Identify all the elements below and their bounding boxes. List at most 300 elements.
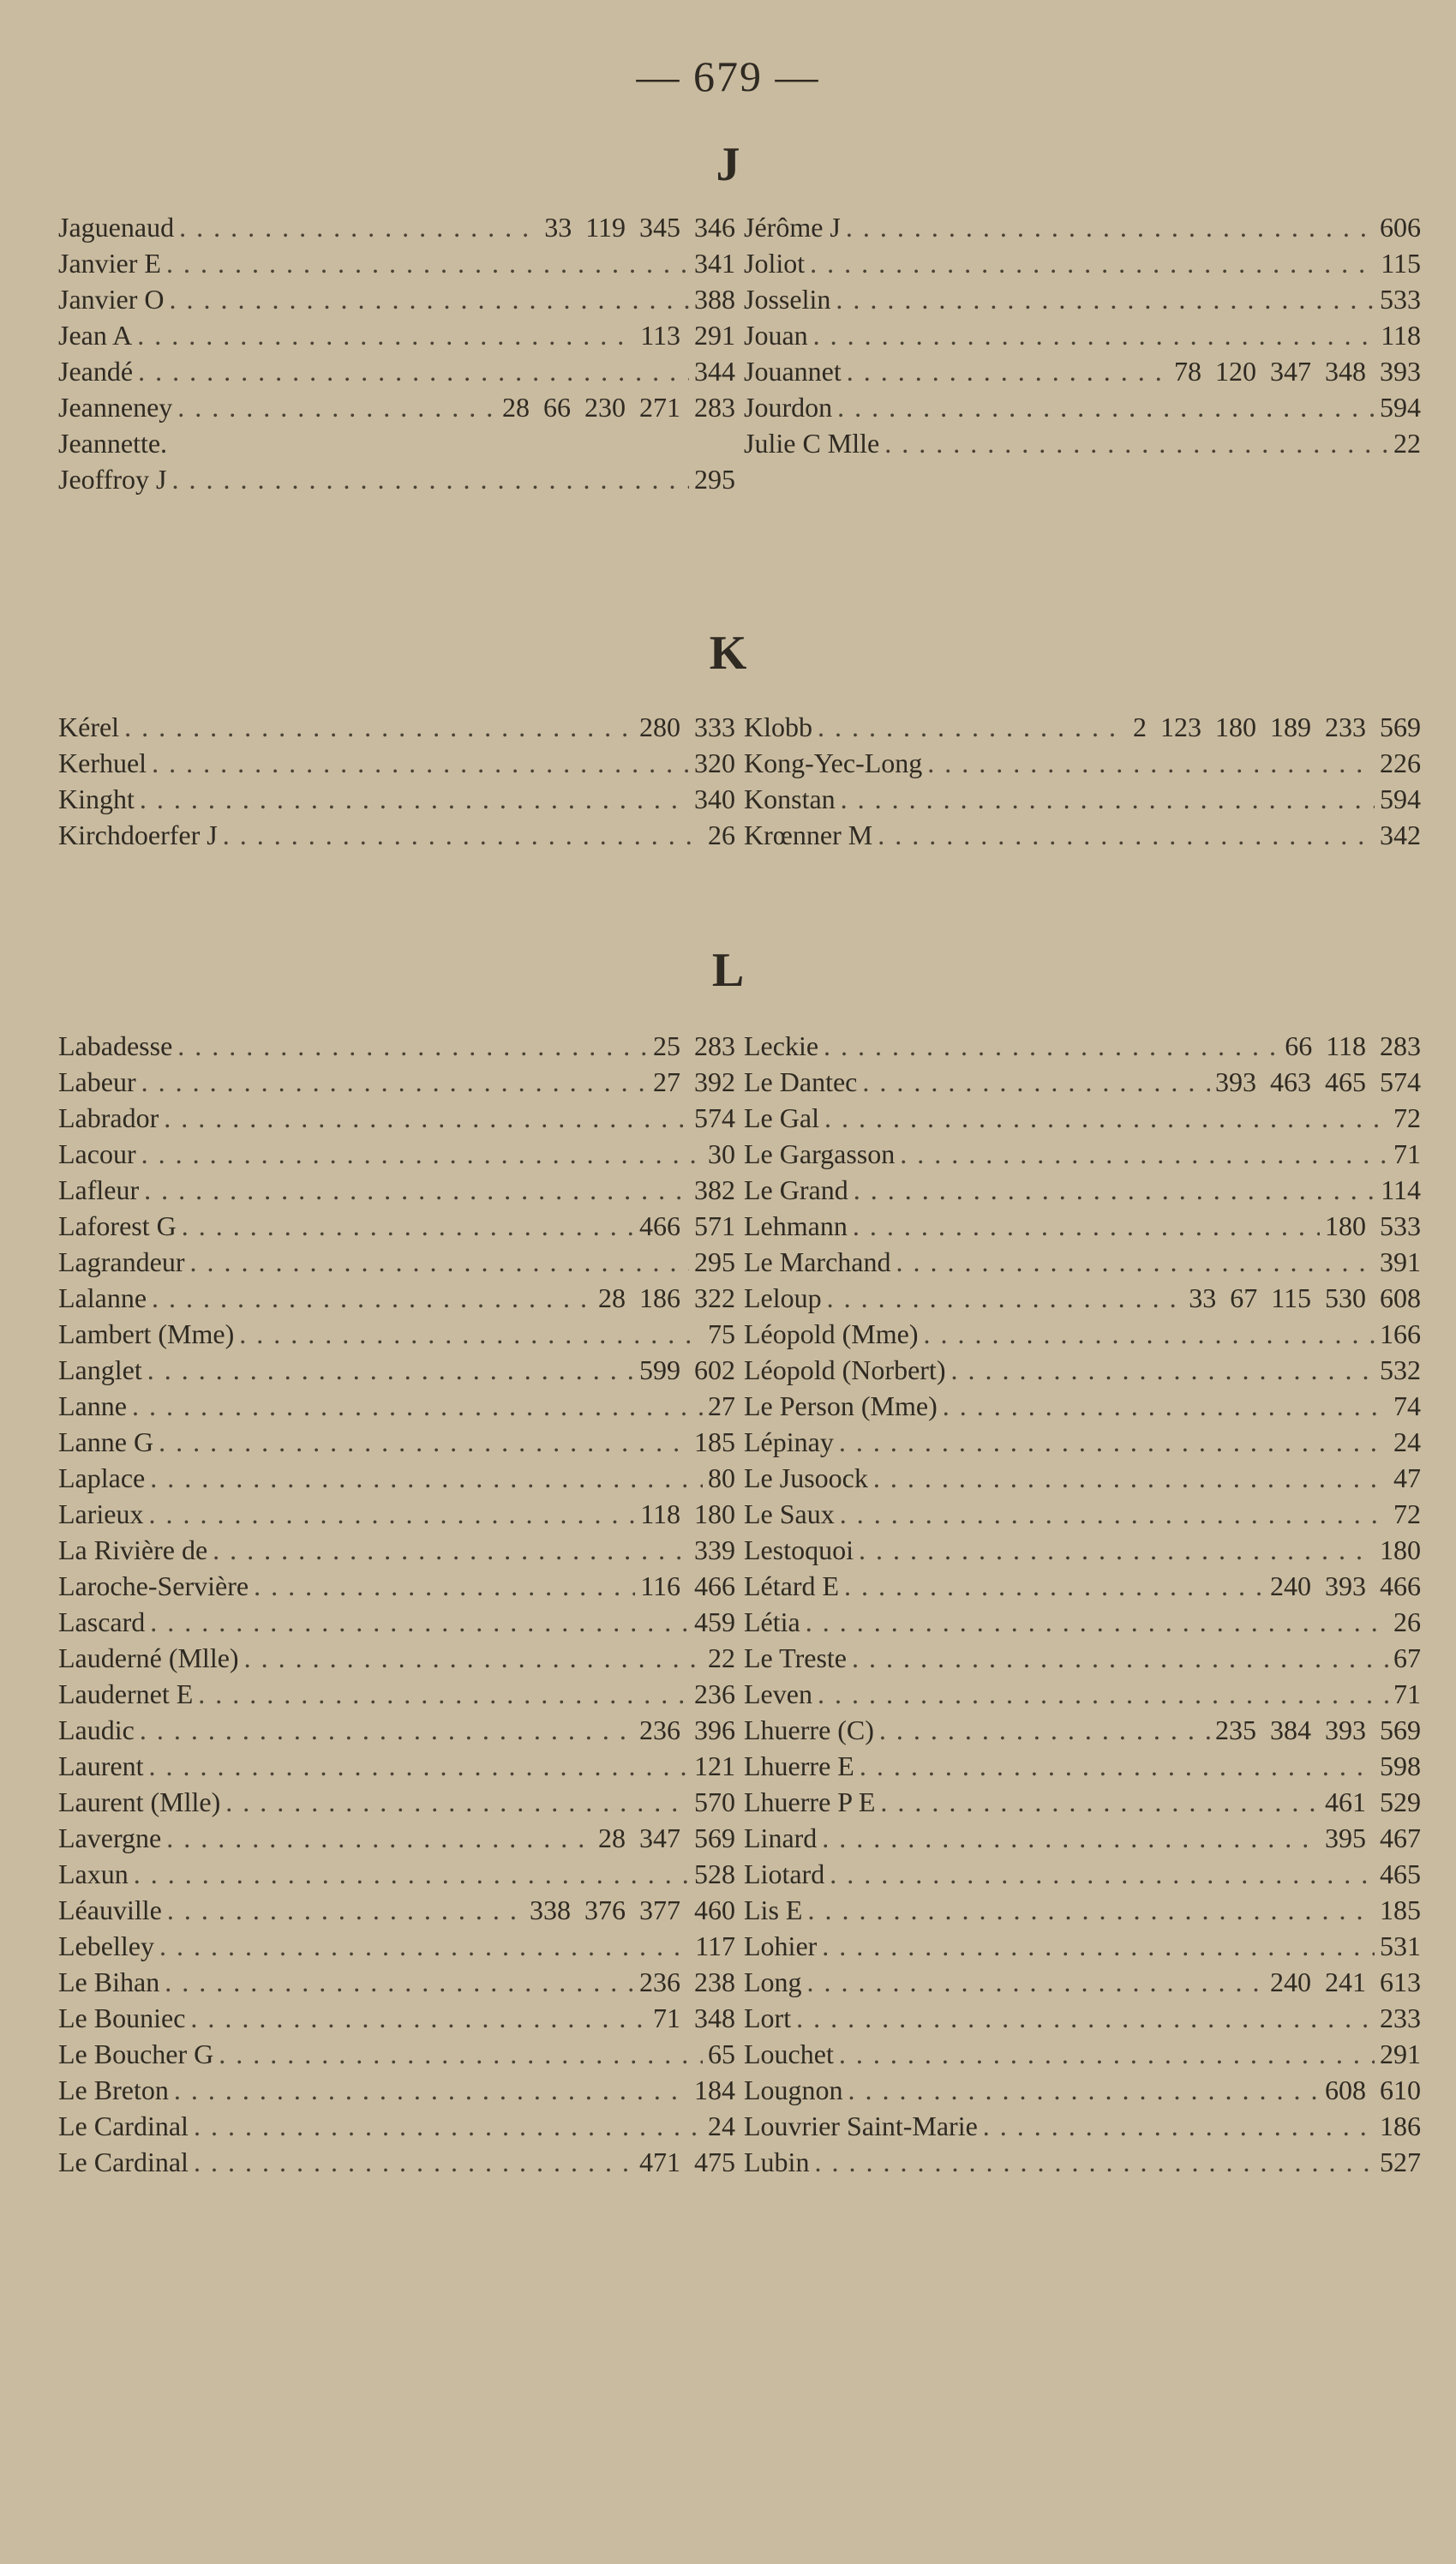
dot-leader — [147, 1353, 634, 1387]
index-entry — [744, 1461, 1421, 1495]
dot-leader — [950, 1353, 1375, 1387]
index-entry — [744, 1713, 1421, 1747]
dot-leader — [839, 1425, 1388, 1459]
entry-pages: 114 — [1381, 1174, 1421, 1205]
entry-name: Jean A — [58, 320, 133, 351]
index-entry — [744, 1677, 1421, 1711]
entry-pages: 117 — [695, 1931, 735, 1961]
dot-leader — [848, 2073, 1320, 2107]
entry-name: Léopold (Norbert) — [744, 1354, 946, 1385]
index-entry — [744, 426, 1421, 460]
index-entry — [58, 1317, 735, 1351]
page-number: — 679 — — [636, 52, 820, 100]
entry-name: Jeannette. — [58, 428, 168, 459]
dot-leader — [165, 1965, 634, 1999]
entry-pages: 28 186 322 — [598, 1282, 735, 1313]
dot-leader — [170, 282, 689, 316]
index-entry — [744, 1353, 1421, 1387]
entry-pages: 72 — [1393, 1498, 1421, 1529]
dot-leader — [841, 782, 1375, 816]
dot-leader — [159, 1425, 689, 1459]
dot-leader — [852, 1641, 1388, 1675]
entry-pages: 71 — [1393, 1678, 1421, 1709]
entry-pages: 118 — [1381, 320, 1421, 351]
index-entry — [58, 1065, 735, 1099]
dot-leader — [194, 2109, 703, 2143]
dot-leader — [836, 282, 1375, 316]
entry-name: Lascard — [58, 1606, 146, 1637]
dot-leader — [141, 1137, 703, 1171]
entry-pages: 465 — [1380, 1858, 1421, 1889]
index-entry — [744, 1893, 1421, 1927]
entry-name: Lavergne — [58, 1822, 162, 1853]
entry-name: Larieux — [58, 1498, 144, 1529]
entry-pages: 33 67 115 530 608 — [1189, 1282, 1421, 1313]
entry-pages: 185 — [694, 1426, 735, 1457]
entry-name: Létard E — [744, 1570, 840, 1601]
entry-pages: 338 376 377 460 — [530, 1894, 735, 1925]
entry-pages: 113 291 — [640, 320, 735, 351]
entry-name: Lohier — [744, 1931, 818, 1961]
index-entry — [744, 318, 1421, 352]
entry-pages: 391 — [1380, 1246, 1421, 1277]
index-entry — [744, 746, 1421, 780]
entry-pages: 184 — [694, 2075, 735, 2105]
entry-pages: 235 384 393 569 — [1215, 1714, 1421, 1745]
index-entry — [744, 1821, 1421, 1855]
index-entry — [58, 246, 735, 280]
dot-leader — [219, 2037, 703, 2071]
index-entry — [744, 1173, 1421, 1207]
entry-pages: 25 283 — [653, 1030, 735, 1061]
entry-name: Lebelley — [58, 1931, 154, 1961]
entry-name: Leckie — [744, 1030, 819, 1061]
index-entry — [744, 1137, 1421, 1171]
index-entry — [58, 2037, 735, 2071]
index-entry — [744, 390, 1421, 424]
entry-pages: 395 467 — [1325, 1822, 1421, 1853]
entry-name: Jeandé — [58, 356, 134, 387]
dot-leader — [927, 746, 1375, 780]
dot-leader — [149, 1749, 690, 1783]
section-letter: L — [711, 944, 745, 997]
entry-pages: 236 238 — [639, 1967, 735, 1997]
entry-pages: 240 393 466 — [1270, 1570, 1421, 1601]
entry-pages: 80 — [708, 1462, 735, 1493]
dot-leader — [814, 2145, 1375, 2179]
entry-name: Josselin — [744, 284, 831, 315]
entry-name: Le Grand — [744, 1174, 848, 1205]
entry-name: Long — [744, 1967, 802, 1997]
entry-name: Laroche-Servière — [58, 1570, 249, 1601]
index-entry — [744, 1317, 1421, 1351]
entry-pages: 341 — [694, 248, 735, 279]
index-entry — [744, 354, 1421, 388]
entry-name: Le Person (Mme) — [744, 1390, 938, 1421]
dot-leader — [879, 1713, 1210, 1747]
index-entry — [744, 1101, 1421, 1135]
entry-pages: 30 — [708, 1138, 735, 1169]
entry-pages: 608 610 — [1325, 2075, 1421, 2105]
entry-name: Le Dantec — [744, 1066, 858, 1097]
index-entry — [58, 1029, 735, 1063]
dot-leader — [225, 1785, 689, 1819]
entry-name: Kong-Yec-Long — [744, 748, 923, 778]
entry-name: Jouan — [744, 320, 808, 351]
entry-name: Labeur — [58, 1066, 136, 1097]
entry-pages: 236 — [694, 1678, 735, 1709]
entry-name: Lambert (Mme) — [58, 1318, 235, 1349]
index-entry — [58, 1281, 735, 1315]
dot-leader — [254, 1569, 635, 1603]
index-entry — [58, 746, 735, 780]
entry-name: Lort — [744, 2003, 792, 2033]
index-entry — [744, 1533, 1421, 1567]
entry-name: Léopold (Mme) — [744, 1318, 919, 1349]
dot-leader — [167, 1893, 524, 1927]
dot-leader — [150, 1605, 689, 1639]
index-entry — [744, 2037, 1421, 2071]
entry-name: La Rivière de — [58, 1534, 208, 1565]
entry-name: Linard — [744, 1822, 818, 1853]
dot-leader — [166, 1821, 593, 1855]
entry-name: Jaguenaud — [58, 212, 175, 243]
index-entry — [744, 2073, 1421, 2107]
entry-pages: 594 — [1380, 392, 1421, 423]
entry-name: Laudic — [58, 1714, 135, 1745]
dot-leader — [837, 390, 1375, 424]
entry-name: Le Cardinal — [58, 2111, 189, 2141]
dot-leader — [853, 1209, 1320, 1243]
entry-name: Kérel — [58, 712, 120, 742]
index-entry — [58, 1677, 735, 1711]
entry-pages: 26 — [1393, 1606, 1421, 1637]
dot-leader — [983, 2109, 1375, 2143]
entry-name: Klobb — [744, 712, 812, 742]
entry-name: Lehmann — [744, 1210, 848, 1241]
index-entry — [744, 1785, 1421, 1819]
index-entry — [58, 1965, 735, 1999]
entry-name: Le Bihan — [58, 1967, 160, 1997]
index-entry — [744, 1065, 1421, 1099]
entry-name: Labrador — [58, 1102, 159, 1133]
entry-name: Le Gal — [744, 1102, 819, 1133]
dot-leader — [880, 1785, 1320, 1819]
entry-pages: 27 392 — [653, 1066, 735, 1097]
index-entry — [58, 1173, 735, 1207]
dot-leader — [213, 1533, 689, 1567]
entry-pages: 185 — [1380, 1894, 1421, 1925]
entry-name: Janvier E — [58, 248, 161, 279]
index-entry — [58, 782, 735, 816]
entry-name: Laudernet E — [58, 1678, 194, 1709]
entry-name: Jérôme J — [744, 212, 841, 243]
dot-leader — [223, 818, 703, 852]
dot-leader — [179, 210, 539, 244]
dot-leader — [807, 1965, 1265, 1999]
index-entry — [744, 1281, 1421, 1315]
entry-pages: 340 — [694, 784, 735, 814]
index-entry — [744, 1641, 1421, 1675]
entry-pages: 599 602 — [639, 1354, 735, 1385]
index-entry — [58, 282, 735, 316]
entry-name: Krœnner M — [744, 820, 873, 850]
dot-leader — [859, 1533, 1375, 1567]
dot-leader — [900, 1137, 1388, 1171]
index-entry — [744, 710, 1421, 744]
entry-name: Lanne G — [58, 1426, 154, 1457]
entry-name: Kerhuel — [58, 748, 147, 778]
index-entry — [744, 1929, 1421, 1963]
dot-leader — [822, 1821, 1320, 1855]
entry-pages: 22 — [708, 1642, 735, 1673]
index-entry — [58, 1821, 735, 1855]
entry-pages: 180 — [1380, 1534, 1421, 1565]
dot-leader — [141, 1065, 648, 1099]
dot-leader — [182, 1209, 634, 1243]
entry-name: Le Saux — [744, 1498, 835, 1529]
index-entry — [58, 1425, 735, 1459]
entry-pages: 226 — [1380, 748, 1421, 778]
entry-pages: 459 — [694, 1606, 735, 1637]
index-entry — [58, 2109, 735, 2143]
dot-leader — [846, 210, 1375, 244]
entry-pages: 574 — [694, 1102, 735, 1133]
entry-pages: 2 123 180 189 233 569 — [1133, 712, 1421, 742]
index-entry — [744, 1605, 1421, 1639]
dot-leader — [194, 2145, 634, 2179]
entry-pages: 33 119 345 346 — [544, 212, 735, 243]
entry-name: Jourdon — [744, 392, 833, 423]
entry-name: Jouannet — [744, 356, 842, 387]
dot-leader — [822, 1929, 1375, 1963]
entry-pages: 295 — [694, 1246, 735, 1277]
index-entry — [744, 1749, 1421, 1783]
index-entry — [744, 1965, 1421, 1999]
index-entry — [58, 1749, 735, 1783]
entry-name: Janvier O — [58, 284, 165, 315]
entry-pages: 116 466 — [640, 1570, 735, 1601]
entry-pages: 388 — [694, 284, 735, 315]
index-entry — [58, 1785, 735, 1819]
entry-name: Lépinay — [744, 1426, 834, 1457]
dot-leader — [844, 1569, 1265, 1603]
dot-leader — [924, 1317, 1375, 1351]
dot-leader — [827, 1281, 1184, 1315]
entry-pages: 240 241 613 — [1270, 1967, 1421, 1997]
entry-name: Joliot — [744, 248, 806, 279]
dot-leader — [813, 318, 1376, 352]
index-entry — [744, 782, 1421, 816]
section-letter: J — [716, 138, 740, 191]
entry-pages: 471 475 — [639, 2147, 735, 2177]
dot-leader — [830, 1857, 1375, 1891]
dot-leader — [839, 2037, 1375, 2071]
index-entry — [744, 2145, 1421, 2179]
dot-leader — [152, 1281, 593, 1315]
dot-leader — [818, 710, 1128, 744]
entry-pages: 118 180 — [640, 1498, 735, 1529]
index-entry — [744, 1857, 1421, 1891]
entry-pages: 531 — [1380, 1931, 1421, 1961]
index-entry — [58, 2145, 735, 2179]
entry-name: Le Gargasson — [744, 1138, 896, 1169]
index-entry — [58, 426, 735, 460]
entry-pages: 594 — [1380, 784, 1421, 814]
index-entry — [744, 1425, 1421, 1459]
dot-leader — [189, 1245, 689, 1279]
index-entry — [744, 1569, 1421, 1603]
index-entry — [744, 210, 1421, 244]
dot-leader — [134, 1857, 689, 1891]
entry-name: Lagrandeur — [58, 1246, 185, 1277]
entry-pages: 342 — [1380, 820, 1421, 850]
index-entry — [58, 2001, 735, 2035]
entry-pages: 27 — [708, 1390, 735, 1421]
entry-name: Laurent (Mlle) — [58, 1786, 221, 1817]
index-entry — [58, 1713, 735, 1747]
entry-pages: 24 — [1393, 1426, 1421, 1457]
dot-leader — [137, 318, 635, 352]
dot-leader — [198, 1677, 689, 1711]
dot-leader — [190, 2001, 648, 2035]
dot-leader — [124, 710, 634, 744]
entry-name: Lauderné (Mlle) — [58, 1642, 239, 1673]
entry-pages: 295 — [694, 464, 735, 495]
dot-leader — [164, 1101, 689, 1135]
entry-name: Laxun — [58, 1858, 129, 1889]
index-entry — [58, 390, 735, 424]
entry-name: Le Treste — [744, 1642, 847, 1673]
entry-name: Laurent — [58, 1750, 144, 1781]
entry-pages: 75 — [708, 1318, 735, 1349]
entry-name: Liotard — [744, 1858, 825, 1889]
entry-name: Lhuerre P E — [744, 1786, 876, 1817]
dot-leader — [810, 246, 1375, 280]
dot-leader — [854, 1173, 1375, 1207]
index-entry — [744, 282, 1421, 316]
entry-name: Le Jusoock — [744, 1462, 868, 1493]
dot-leader — [884, 426, 1388, 460]
entry-pages: 47 — [1393, 1462, 1421, 1493]
entry-pages: 186 — [1380, 2111, 1421, 2141]
entry-name: Louchet — [744, 2039, 834, 2069]
index-entry — [58, 710, 735, 744]
section-letter: K — [709, 627, 747, 680]
dot-leader — [840, 1497, 1388, 1531]
dot-leader — [878, 818, 1375, 852]
entry-pages: 72 — [1393, 1102, 1421, 1133]
dot-leader — [152, 746, 689, 780]
entry-pages: 26 — [708, 820, 735, 850]
index-entry — [744, 1029, 1421, 1063]
entry-pages: 291 — [1380, 2039, 1421, 2069]
entry-pages: 382 — [694, 1174, 735, 1205]
index-entry — [744, 1209, 1421, 1243]
entry-name: Le Marchand — [744, 1246, 891, 1277]
dot-leader — [896, 1245, 1375, 1279]
entry-name: Laplace — [58, 1462, 146, 1493]
entry-name: Jeoffroy J — [58, 464, 167, 495]
entry-pages: 339 — [694, 1534, 735, 1565]
index-entry — [58, 1245, 735, 1279]
dot-leader — [873, 1461, 1388, 1495]
index-entry — [58, 1929, 735, 1963]
entry-pages: 22 — [1393, 428, 1421, 459]
index-entry — [58, 1641, 735, 1675]
entry-pages: 393 463 465 574 — [1215, 1066, 1421, 1097]
entry-name: Louvrier Saint-Marie — [744, 2111, 978, 2141]
entry-name: Jeanneney — [58, 392, 173, 423]
index-entry — [58, 1569, 735, 1603]
index-entry — [744, 246, 1421, 280]
entry-name: Lis E — [744, 1894, 803, 1925]
entry-name: Lanne — [58, 1390, 127, 1421]
entry-pages: 320 — [694, 748, 735, 778]
index-entry — [58, 1605, 735, 1639]
entry-name: Létia — [744, 1606, 800, 1637]
entry-pages: 115 — [1381, 248, 1421, 279]
entry-name: Le Bouniec — [58, 2003, 186, 2033]
index-entry — [744, 818, 1421, 852]
entry-pages: 606 — [1380, 212, 1421, 243]
entry-pages: 71 — [1393, 1138, 1421, 1169]
dot-leader — [140, 782, 689, 816]
entry-name: Lalanne — [58, 1282, 147, 1313]
dot-leader — [149, 1497, 636, 1531]
dot-leader — [174, 2073, 689, 2107]
index-entry — [744, 1245, 1421, 1279]
entry-name: Langlet — [58, 1354, 142, 1385]
entry-pages: 236 396 — [639, 1714, 735, 1745]
entry-pages: 233 — [1380, 2003, 1421, 2033]
dot-leader — [824, 1029, 1279, 1063]
entry-pages: 78 120 347 348 393 — [1174, 356, 1421, 387]
dot-leader — [847, 354, 1169, 388]
entry-name: Le Boucher G — [58, 2039, 214, 2069]
dot-leader — [144, 1173, 689, 1207]
entry-name: Lacour — [58, 1138, 136, 1169]
dot-leader — [806, 1605, 1388, 1639]
index-entry — [58, 818, 735, 852]
entry-name: Lhuerre E — [744, 1750, 854, 1781]
entry-pages: 533 — [1380, 284, 1421, 315]
index-entry — [58, 1893, 735, 1927]
entry-name: Kirchdoerfer J — [58, 820, 218, 850]
entry-pages: 466 571 — [639, 1210, 735, 1241]
entry-name: Laforest G — [58, 1210, 177, 1241]
entry-name: Le Cardinal — [58, 2147, 189, 2177]
entry-name: Léauville — [58, 1894, 162, 1925]
dot-leader — [132, 1389, 703, 1423]
dot-leader — [172, 462, 690, 496]
index-entry — [58, 1353, 735, 1387]
index-entry — [58, 1137, 735, 1171]
index-entry — [58, 1497, 735, 1531]
index-entry — [58, 1389, 735, 1423]
index-entry — [744, 2109, 1421, 2143]
entry-name: Labadesse — [58, 1030, 173, 1061]
entry-name: Kinght — [58, 784, 135, 814]
index-entry — [58, 354, 735, 388]
dot-leader — [166, 246, 689, 280]
entry-pages: 528 — [694, 1858, 735, 1889]
index-entry — [58, 1461, 735, 1495]
index-entry — [58, 1857, 735, 1891]
entry-pages: 598 — [1380, 1750, 1421, 1781]
entry-pages: 65 — [708, 2039, 735, 2069]
entry-pages: 66 118 283 — [1285, 1030, 1421, 1061]
